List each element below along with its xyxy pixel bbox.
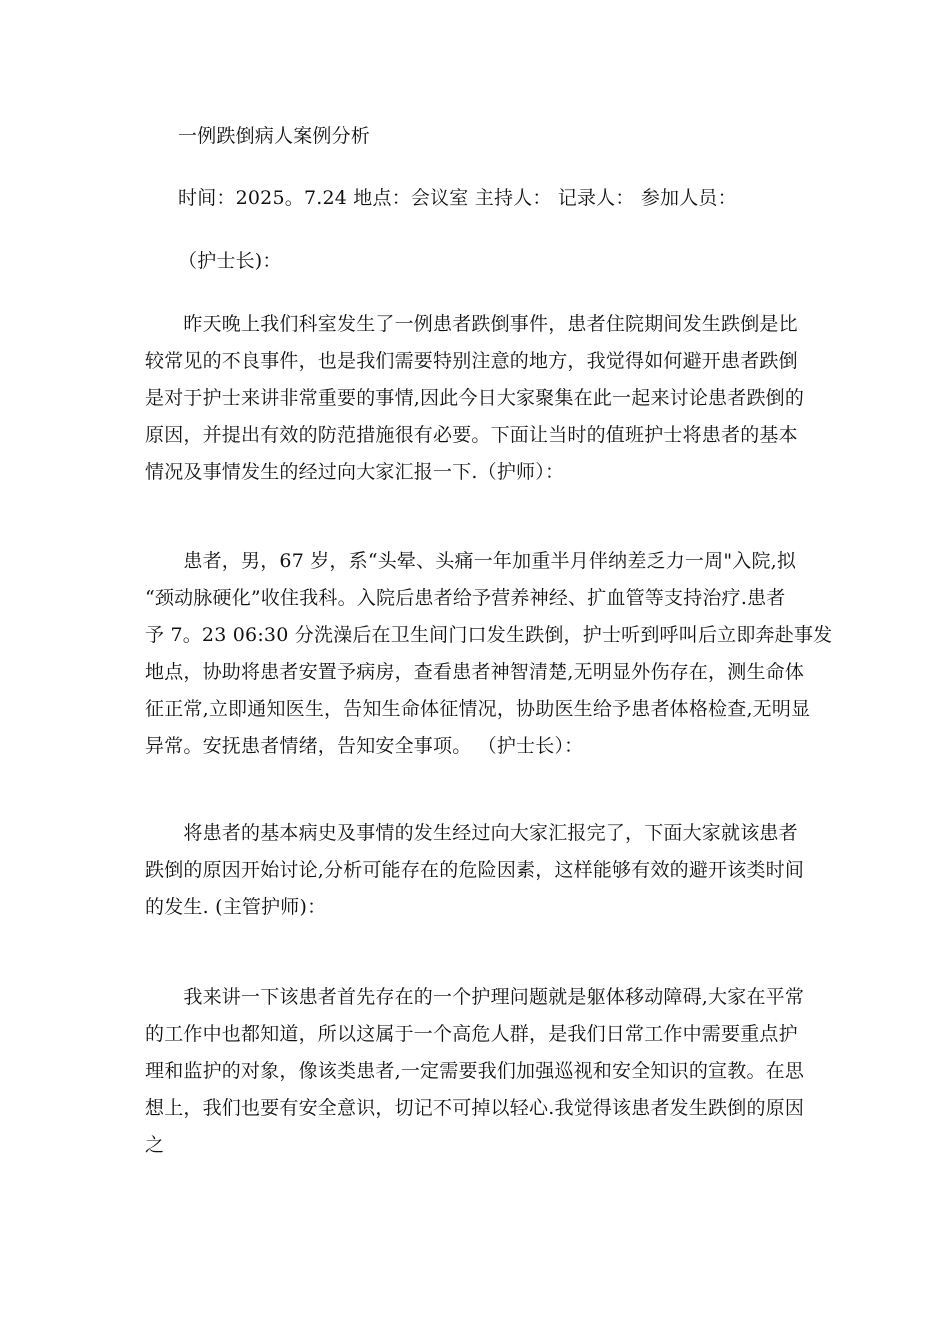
paragraph-4 — [145, 979, 815, 1164]
paragraph-2 — [145, 543, 833, 765]
paragraph-line: “颈动脉硬化”收住我科。入院后患者给予营养神经、扩血管等支持治疗.患者 — [145, 587, 786, 609]
paragraph-line: 的工作中也都知道，所以这属于一个高危人群，是我们日常工作中需要重点护 — [145, 1023, 798, 1045]
paragraph-line: 的发生. (主管护师)： — [145, 896, 327, 918]
document-title — [145, 118, 815, 155]
paragraph-line: 想上，我们也要有安全意识，切记不可掉以轻心.我觉得该患者发生跌倒的原因 — [145, 1097, 805, 1119]
paragraph-line: 地点，协助将患者安置予病房，查看患者神智清楚,无明显外伤存在，测生命体 — [145, 661, 805, 683]
paragraph-line: 异常。安抚患者情绪，告知安全事项。 （护士长）： — [145, 735, 584, 757]
paragraph-line: 我来讲一下该患者首先存在的一个护理问题就是躯体移动障碍,大家在平常 — [145, 986, 805, 1008]
paragraph-line: 将患者的基本病史及事情的发生经过向大家汇报完了，下面大家就该患者 — [145, 822, 798, 844]
paragraph-line: 之 — [145, 1134, 165, 1156]
paragraph-line: 昨天晚上我们科室发生了一例患者跌倒事件，患者住院期间发生跌倒是比 — [145, 313, 798, 335]
paragraph-line: 原因，并提出有效的防范措施很有必要。下面让当时的值班护士将患者的基本 — [145, 424, 798, 446]
meeting-info-text: 时间：2025。7.24 地点：会议室 主持人： 记录人： 参加人员： — [178, 187, 737, 209]
paragraph-1 — [145, 306, 815, 491]
speaker-label-text: （护士长)： — [178, 250, 282, 272]
speaker-label — [145, 243, 815, 280]
paragraph-line: 理和监护的对象，像该类患者,一定需要我们加强巡视和安全知识的宣教。在思 — [145, 1060, 805, 1082]
paragraph-line: 是对于护士来讲非常重要的事情,因此今日大家聚集在此一起来讨论患者跌倒的 — [145, 387, 805, 409]
paragraph-3 — [145, 815, 815, 926]
paragraph-line: 患者，男，67 岁，系“头晕、头痛一年加重半月伴纳差乏力一周"入院,拟 — [145, 550, 797, 572]
meeting-info — [145, 180, 815, 217]
paragraph-line: 跌倒的原因开始讨论,分析可能存在的危险因素，这样能够有效的避开该类时间 — [145, 859, 805, 881]
paragraph-line: 予 7。23 06:30 分洗澡后在卫生间门口发生跌倒，护士听到呼叫后立即奔赴事发 — [145, 624, 833, 646]
paragraph-line: 情况及事情发生的经过向大家汇报一下.（护师）： — [145, 461, 565, 483]
paragraph-line: 较常见的不良事件，也是我们需要特别注意的地方，我觉得如何避开患者跌倒 — [145, 350, 798, 372]
title-text: 一例跌倒病人案例分析 — [178, 125, 371, 147]
paragraph-line: 征正常,立即通知医生，告知生命体征情况，协助医生给予患者体格检查,无明显 — [145, 698, 811, 720]
